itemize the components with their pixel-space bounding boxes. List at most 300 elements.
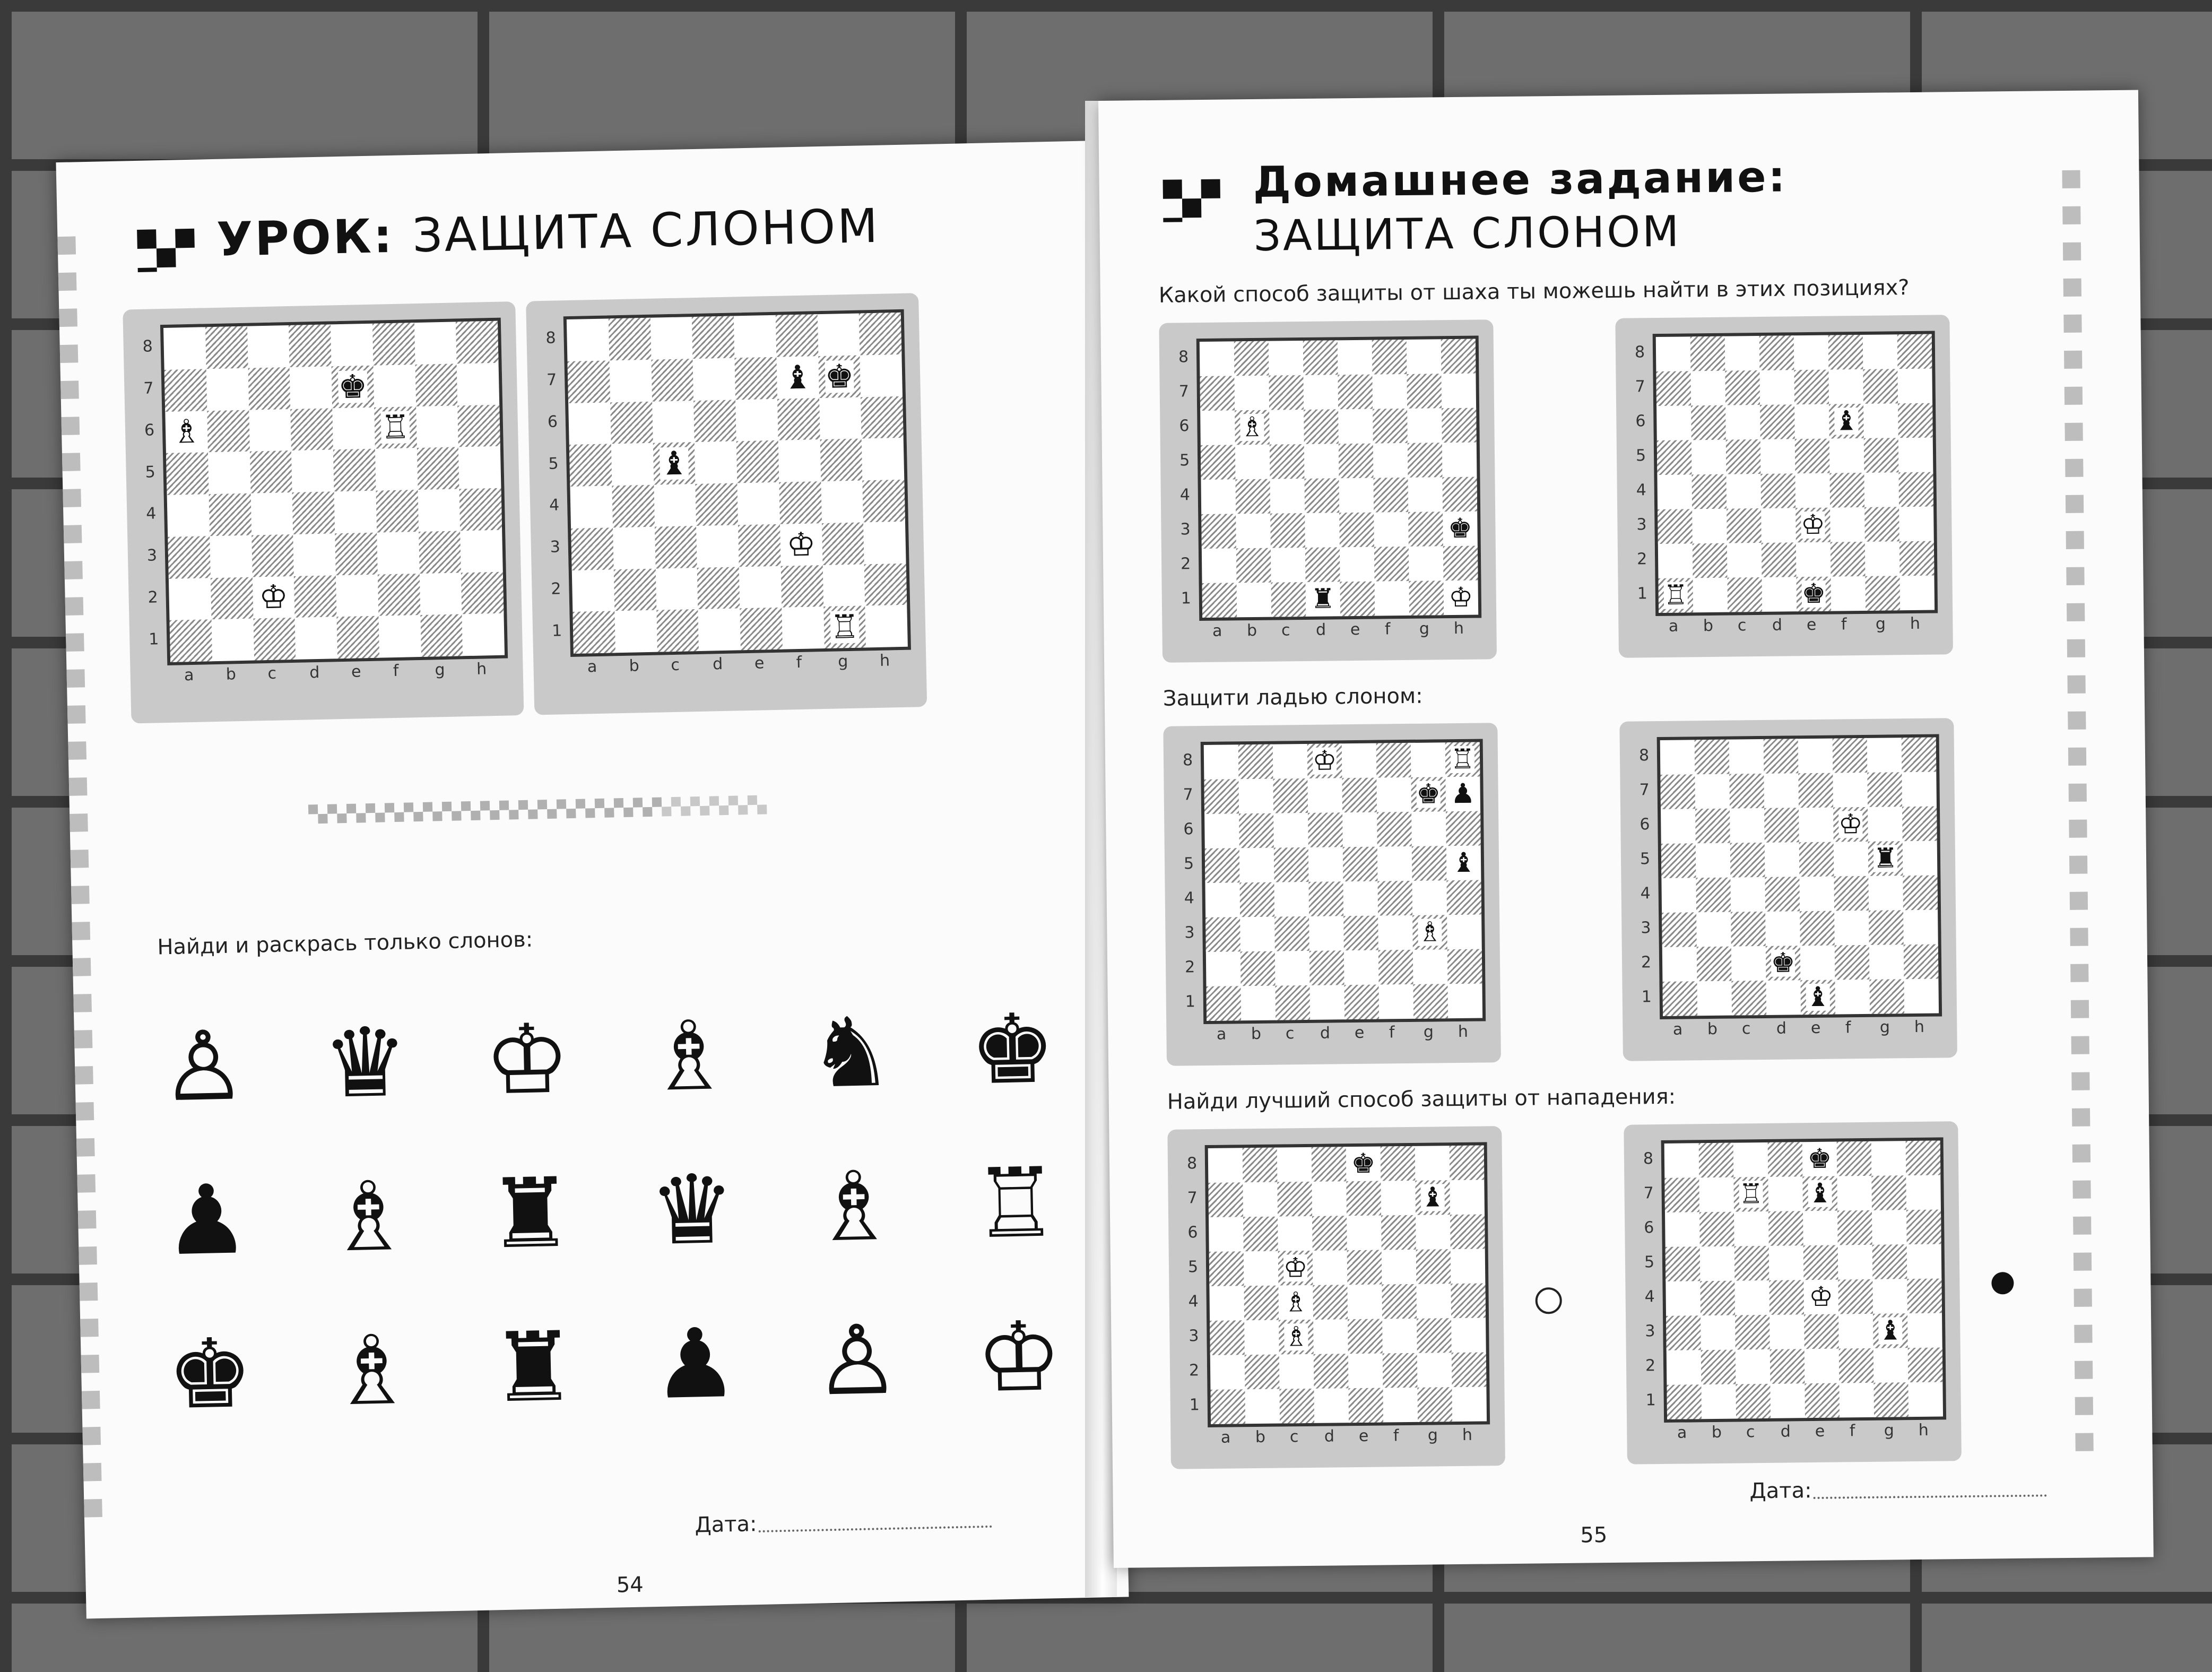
strip-square [518,800,528,810]
square-g2 [1869,945,1904,980]
strip-square [585,808,595,818]
strip-square [738,795,748,805]
rank-label: 3 [1180,519,1191,539]
square-h2 [864,563,907,605]
square-f1 [782,607,824,649]
square-b8 [609,318,651,360]
strip-square [633,807,643,817]
square-e1 [1800,980,1835,1015]
square-a1 [1667,1384,1702,1419]
black-knight-icon[interactable]: ♞ [806,997,895,1110]
square-e4 [1803,1280,1838,1315]
square-f3 [780,523,822,566]
board-right-3 [1163,723,1501,1066]
square-h6 [861,396,903,438]
square-g6 [1416,1215,1451,1250]
strip-square [700,806,709,816]
square-f1 [1839,1383,1874,1418]
white-bishop-icon[interactable]: ♗ [324,1160,413,1274]
square-d3 [293,533,335,576]
strip-square [442,811,452,821]
edge-square [2074,1325,2092,1343]
square-d3 [1309,916,1344,951]
file-label: a [1668,617,1679,636]
square-a4 [1205,882,1240,917]
edge-square [2065,459,2083,477]
rank-label: 1 [551,621,562,640]
strip-square [738,805,748,815]
file-label: f [1841,615,1847,634]
strip-square [719,805,728,815]
square-a4 [570,486,612,528]
square-h8 [1906,1140,1941,1175]
white-bishop-icon: ♗ [171,412,202,452]
rank-label: 8 [545,328,557,348]
square-b3 [1696,912,1731,947]
square-b5 [611,443,654,486]
strip-square [452,801,461,811]
file-label: g [1423,1023,1434,1042]
square-c2 [655,568,698,610]
strip-square [509,810,518,819]
file-label: b [1703,616,1714,636]
edge-square [70,813,88,832]
square-f7 [776,356,819,398]
square-g3 [1417,1318,1452,1353]
black-king-icon[interactable]: ♚ [166,1318,254,1431]
square-d2 [294,575,336,618]
square-a2 [1658,543,1693,578]
black-pawn-icon[interactable]: ♟ [162,1164,251,1277]
white-rook-icon[interactable]: ♖ [971,1147,1060,1260]
square-a3 [571,527,613,570]
file-label: f [1384,620,1391,639]
square-d5 [1769,1245,1804,1280]
file-label: f [1849,1422,1855,1441]
edge-square [68,741,86,760]
square-c5 [1730,843,1765,878]
square-a1 [170,619,212,662]
square-a7 [164,369,207,411]
edge-square [2066,567,2084,585]
square-c5 [249,451,292,493]
square-d6 [1308,812,1343,847]
square-b1 [1241,986,1276,1021]
square-d7 [1307,778,1342,813]
white-bishop-icon[interactable]: ♗ [810,1150,898,1263]
square-f5 [1834,842,1869,877]
square-h7 [1897,369,1932,404]
black-bishop-icon: ♝ [1807,1177,1833,1210]
square-f2 [1839,1348,1874,1383]
rank-label: 3 [1184,923,1195,942]
rank-label: 3 [146,546,158,565]
file-label: a [587,657,597,677]
white-bishop-icon[interactable]: ♗ [327,1314,416,1427]
white-pawn-icon[interactable]: ♙ [813,1304,901,1417]
square-g4 [1868,876,1903,911]
square-e5 [1343,847,1378,882]
square-d2 [1314,1354,1349,1389]
strip-square [394,812,404,822]
rank-label: 3 [1645,1321,1655,1340]
strip-square [375,803,385,812]
file-label: b [629,656,640,675]
square-g3 [419,531,461,573]
file-label: d [1780,1422,1791,1441]
square-d2 [1770,1349,1805,1384]
file-label: c [1737,616,1747,635]
square-h7 [860,354,903,397]
edge-square [2064,387,2083,405]
square-b3 [1236,514,1271,549]
square-g5 [1868,841,1903,876]
edge-square [60,344,79,363]
strip-square [385,812,394,822]
edge-square [2070,964,2088,982]
strip-square [413,812,423,821]
square-g4 [1864,472,1899,507]
strip-square [748,795,757,805]
strip-square [537,809,547,819]
square-a5 [1661,843,1696,878]
square-e3 [1339,513,1374,548]
rank-label: 2 [1180,554,1191,573]
strip-square [499,801,509,810]
file-label: d [712,655,723,674]
black-queen-icon[interactable]: ♛ [321,1007,410,1120]
square-g7 [1871,1175,1906,1210]
square-a7 [1200,376,1235,411]
square-b4 [1235,479,1270,514]
file-label: c [1285,1024,1295,1043]
rank-label: 1 [148,629,159,649]
strip-square [595,799,604,808]
strip-square [480,801,490,810]
black-rook-icon[interactable]: ♜ [489,1311,578,1424]
file-label: a [1220,1428,1231,1447]
square-c1 [1271,582,1306,617]
black-rook-icon: ♜ [1311,583,1335,615]
white-bishop-icon[interactable]: ♗ [645,1000,733,1113]
square-a7 [567,360,610,403]
file-label: d [1315,620,1326,639]
square-h1 [1908,1382,1943,1417]
strip-square [480,810,490,820]
square-d4 [1313,1285,1348,1320]
square-h5 [1442,443,1477,478]
black-bishop-icon: ♝ [1834,405,1859,437]
file-label: g [837,652,848,671]
rank-label: 3 [1189,1326,1199,1345]
strip-square [623,808,633,817]
square-e1 [336,616,379,659]
file-label: g [1875,614,1886,634]
square-d2 [1309,950,1344,985]
square-f8 [1381,1146,1416,1181]
white-king-icon[interactable]: ♔ [483,1003,571,1116]
square-f4 [376,490,418,532]
square-a7 [1660,774,1695,809]
black-queen-icon[interactable]: ♛ [648,1154,736,1267]
strip-square [442,802,452,811]
square-a7 [1204,779,1239,814]
rank-label: 2 [551,579,561,599]
edge-square [71,850,89,868]
square-c6 [1273,813,1308,848]
square-g1 [420,614,463,657]
square-d5 [695,441,737,484]
edge-square [2066,495,2084,513]
file-label: a [1677,1423,1687,1442]
square-c3 [1727,508,1762,543]
black-king-icon: ♚ [1807,1143,1832,1175]
square-a8 [1656,336,1691,371]
edge-square [2069,784,2087,802]
square-c8 [247,325,289,368]
square-a4 [1209,1286,1244,1321]
edge-square [60,380,79,399]
square-c3 [1731,912,1766,947]
square-c5 [1278,1251,1313,1286]
date-line[interactable] [1814,1494,2047,1499]
square-b4 [612,485,654,527]
rank-label: 7 [1187,1188,1198,1207]
square-b2 [211,577,253,619]
square-e2 [739,566,782,608]
square-f8 [1837,1141,1872,1176]
square-h8 [1450,1145,1485,1180]
edge-square [58,272,77,291]
square-a2 [1206,951,1241,986]
black-pawn-icon: ♟ [1451,778,1476,810]
square-e1 [1805,1383,1840,1418]
square-c7 [1269,375,1304,410]
square-g8 [1407,339,1442,374]
square-d8 [692,316,734,358]
square-e3 [738,524,780,566]
square-b7 [206,368,248,410]
square-b2 [613,568,656,611]
square-a5 [1205,848,1240,883]
square-h3 [1447,915,1482,950]
square-d8 [1307,743,1342,778]
square-d5 [1313,1250,1348,1285]
file-label: c [1281,621,1290,640]
chessboard [1196,336,1482,621]
square-a3 [1201,514,1236,549]
file-label: a [1212,621,1222,640]
square-d7 [693,358,735,400]
white-circle-marker[interactable] [1535,1287,1562,1314]
square-g8 [817,314,860,356]
square-g4 [1412,880,1447,915]
square-a6 [1209,1217,1244,1252]
white-king-icon[interactable]: ♔ [975,1301,1063,1414]
square-a2 [1662,947,1697,982]
white-pawn-icon[interactable]: ♙ [159,1010,248,1123]
square-e4 [1799,877,1834,912]
edge-square [84,1499,102,1518]
square-a7 [1664,1177,1699,1212]
square-e4 [1339,478,1374,513]
square-h3 [460,530,502,572]
square-h1 [1447,984,1482,1019]
square-f5 [778,439,820,482]
file-label: f [796,653,802,672]
edge-square [63,489,81,507]
square-c2 [1731,946,1766,981]
rank-label: 8 [1638,746,1650,765]
white-king-icon: ♔ [1448,582,1473,614]
square-e3 [1800,911,1835,946]
rank-label: 4 [1179,485,1191,504]
black-king-icon: ♚ [1801,578,1826,610]
black-king-icon[interactable]: ♚ [968,993,1057,1106]
file-label: c [1746,1423,1755,1442]
square-e5 [1803,1245,1838,1280]
square-g1 [1413,984,1448,1019]
square-d2 [1766,946,1801,981]
square-f4 [1373,478,1408,513]
square-h4 [1442,477,1477,512]
square-e5 [1339,444,1374,479]
square-f2 [1383,1353,1418,1388]
square-b1 [1697,981,1732,1016]
square-b2 [1236,548,1271,583]
strip-square [490,810,499,820]
square-d5 [1304,444,1339,479]
square-d5 [291,450,334,492]
square-d1 [1309,985,1344,1020]
edge-square [79,1246,97,1265]
chessboard [1657,734,1942,1019]
white-bishop-icon: ♗ [1417,916,1443,948]
square-e2 [1796,542,1831,577]
square-f8 [1833,738,1868,773]
square-h6 [457,404,500,447]
white-king-icon: ♔ [1838,808,1863,841]
rank-label: 2 [1645,1356,1656,1375]
strip-square [432,802,442,811]
rank-label: 1 [1637,584,1648,603]
square-f8 [372,323,415,365]
rank-label: 4 [1640,883,1651,903]
black-king-icon: ♚ [1771,947,1795,979]
square-c3 [1270,513,1305,548]
square-c3 [1279,1320,1314,1355]
strip-square [308,814,318,824]
square-c8 [1733,1142,1768,1177]
square-b1 [1245,1389,1280,1424]
rank-label: 5 [1179,451,1190,470]
strip-square [499,810,509,820]
square-e2 [1348,1354,1383,1389]
square-a8 [163,327,206,369]
square-g2 [419,573,462,615]
black-pawn-icon[interactable]: ♟ [651,1307,740,1421]
square-f2 [1374,547,1409,582]
square-f1 [1378,984,1413,1019]
edge-square [2069,820,2087,838]
square-g4 [1872,1279,1907,1314]
square-h6 [1902,807,1937,842]
edge-square [59,308,77,327]
edge-square [74,1030,93,1049]
edge-square [66,633,84,652]
file-label: e [1350,620,1360,639]
edge-square [2071,1036,2089,1054]
square-g8 [1411,742,1446,777]
square-f5 [1373,443,1408,478]
rank-label: 7 [1183,785,1193,804]
square-e6 [1799,808,1834,843]
square-f6 [1837,1210,1872,1245]
square-d3 [1765,911,1800,946]
edge-square [2064,351,2082,369]
square-e8 [734,315,776,358]
file-label: e [351,662,361,681]
strip-square [728,795,738,805]
checker-logo-icon [137,228,202,272]
square-b7 [1238,779,1273,814]
square-b6 [1243,1217,1278,1252]
rank-label: 1 [1185,992,1196,1011]
file-label: b [1255,1427,1266,1447]
square-a6 [1665,1212,1700,1247]
square-b8 [1243,1148,1278,1183]
date-line[interactable] [759,1526,992,1532]
strip-square [366,803,375,813]
page-number: 55 [1580,1523,1608,1548]
file-label: e [754,654,765,673]
rank-label: 7 [143,379,154,398]
rank-label: 8 [1643,1149,1654,1168]
square-e8 [331,324,373,366]
edge-square [69,777,88,796]
black-bishop-icon: ♝ [1420,1182,1445,1214]
file-label: b [1711,1423,1722,1442]
square-d7 [290,366,332,409]
square-b1 [614,610,657,653]
file-label: f [1845,1018,1851,1037]
strip-square [595,808,604,818]
square-h8 [859,313,901,355]
square-f7 [1372,374,1407,409]
square-b7 [1690,371,1725,406]
strip-square [346,813,356,823]
square-h3 [1907,1313,1942,1348]
rank-label: 6 [1179,416,1190,435]
square-b4 [209,493,251,536]
edge-square [62,453,81,471]
square-c4 [1274,882,1309,917]
edge-square [2072,1108,2090,1127]
square-c5 [653,442,695,484]
black-circle-marker[interactable] [1991,1272,2014,1294]
black-rook-icon[interactable]: ♜ [486,1157,575,1270]
edge-square [75,1066,93,1085]
rank-label: 8 [1634,342,1645,361]
strip-square [327,804,337,813]
square-h3 [1451,1318,1486,1353]
strip-square [404,812,413,821]
square-c7 [651,359,693,401]
strip-square [709,805,719,815]
square-e1 [740,608,782,650]
strip-square [662,807,671,816]
file-label: h [1458,1022,1469,1041]
